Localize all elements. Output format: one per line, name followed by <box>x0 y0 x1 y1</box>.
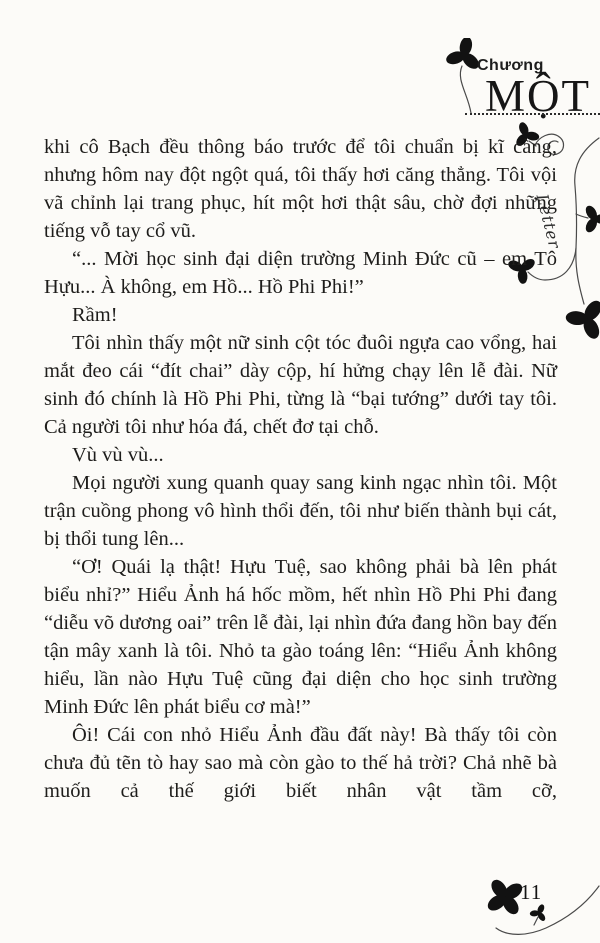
paragraph: “... Mời học sinh đại diện trường Minh Đức cũ – em Tô Hựu... À không, em Hồ... Hồ Phi Phi!” <box>44 248 557 298</box>
chapter-divider <box>465 113 600 115</box>
paragraph: Ôi! Cái con nhỏ Hiểu Ảnh đầu đất này! Bà thấy tôi còn chưa đủ tẽn tò hay sao mà còn gào to thế hả trời? Chả nhẽ bà muốn cả thế giới biết nhân vật tầm cỡ, <box>44 724 557 802</box>
paragraph: Tôi nhìn thấy một nữ sinh cột tóc đuôi ngựa cao vổng, hai mắt đeo cái “đít chai” dày cộp, hí hửng chạy lên lễ đài. Nữ sinh đó chính là Hồ Phi Phi, từng là “bại tướng” dưới tay tôi. Cả người tôi như hóa đá, chết đơ tại chỗ. <box>44 332 557 438</box>
chapter-number: MỘT <box>485 71 591 121</box>
paragraph: khi cô Bạch đều thông báo trước để tôi chuẩn bị kĩ càng, nhưng hôm nay đột ngột quá, tôi thấy hơi căng thẳng. Tôi vội vã chỉnh lại trang phục, hít một hơi thật sâu, chờ đợi những tiếng vỗ tay cổ vũ. <box>44 136 557 242</box>
chapter-header <box>0 0 600 130</box>
paragraph: Mọi người xung quanh quay sang kinh ngạc nhìn tôi. Một trận cuồng phong vô hình thổi đến, tôi như biến thành bụi cát, bị thổi tung lên... <box>44 472 557 550</box>
paragraph: Vù vù vù... <box>72 444 164 466</box>
page-number: 11 <box>520 880 543 904</box>
paragraph: Rầm! <box>72 304 118 326</box>
letter-script-label: Letter <box>532 192 565 252</box>
chapter-label: Chương <box>477 57 544 74</box>
body-text <box>44 133 557 805</box>
paragraph: “Ơ! Quái lạ thật! Hựu Tuệ, sao không phải bà lên phát biểu nhỉ?” Hiểu Ảnh há hốc mồm, hết nhìn Hồ Phi Phi đang “diễu võ dương oai” trên lễ đài, lại nhìn đứa đang hồn bay đến tận mây xanh là tôi. Nhỏ ta gào toáng lên: “Hiểu Ảnh không hiểu, lần nào Hựu Tuệ cũng đại diện cho học sinh trường Minh Đức lên phát biểu cơ mà!” <box>44 556 557 718</box>
